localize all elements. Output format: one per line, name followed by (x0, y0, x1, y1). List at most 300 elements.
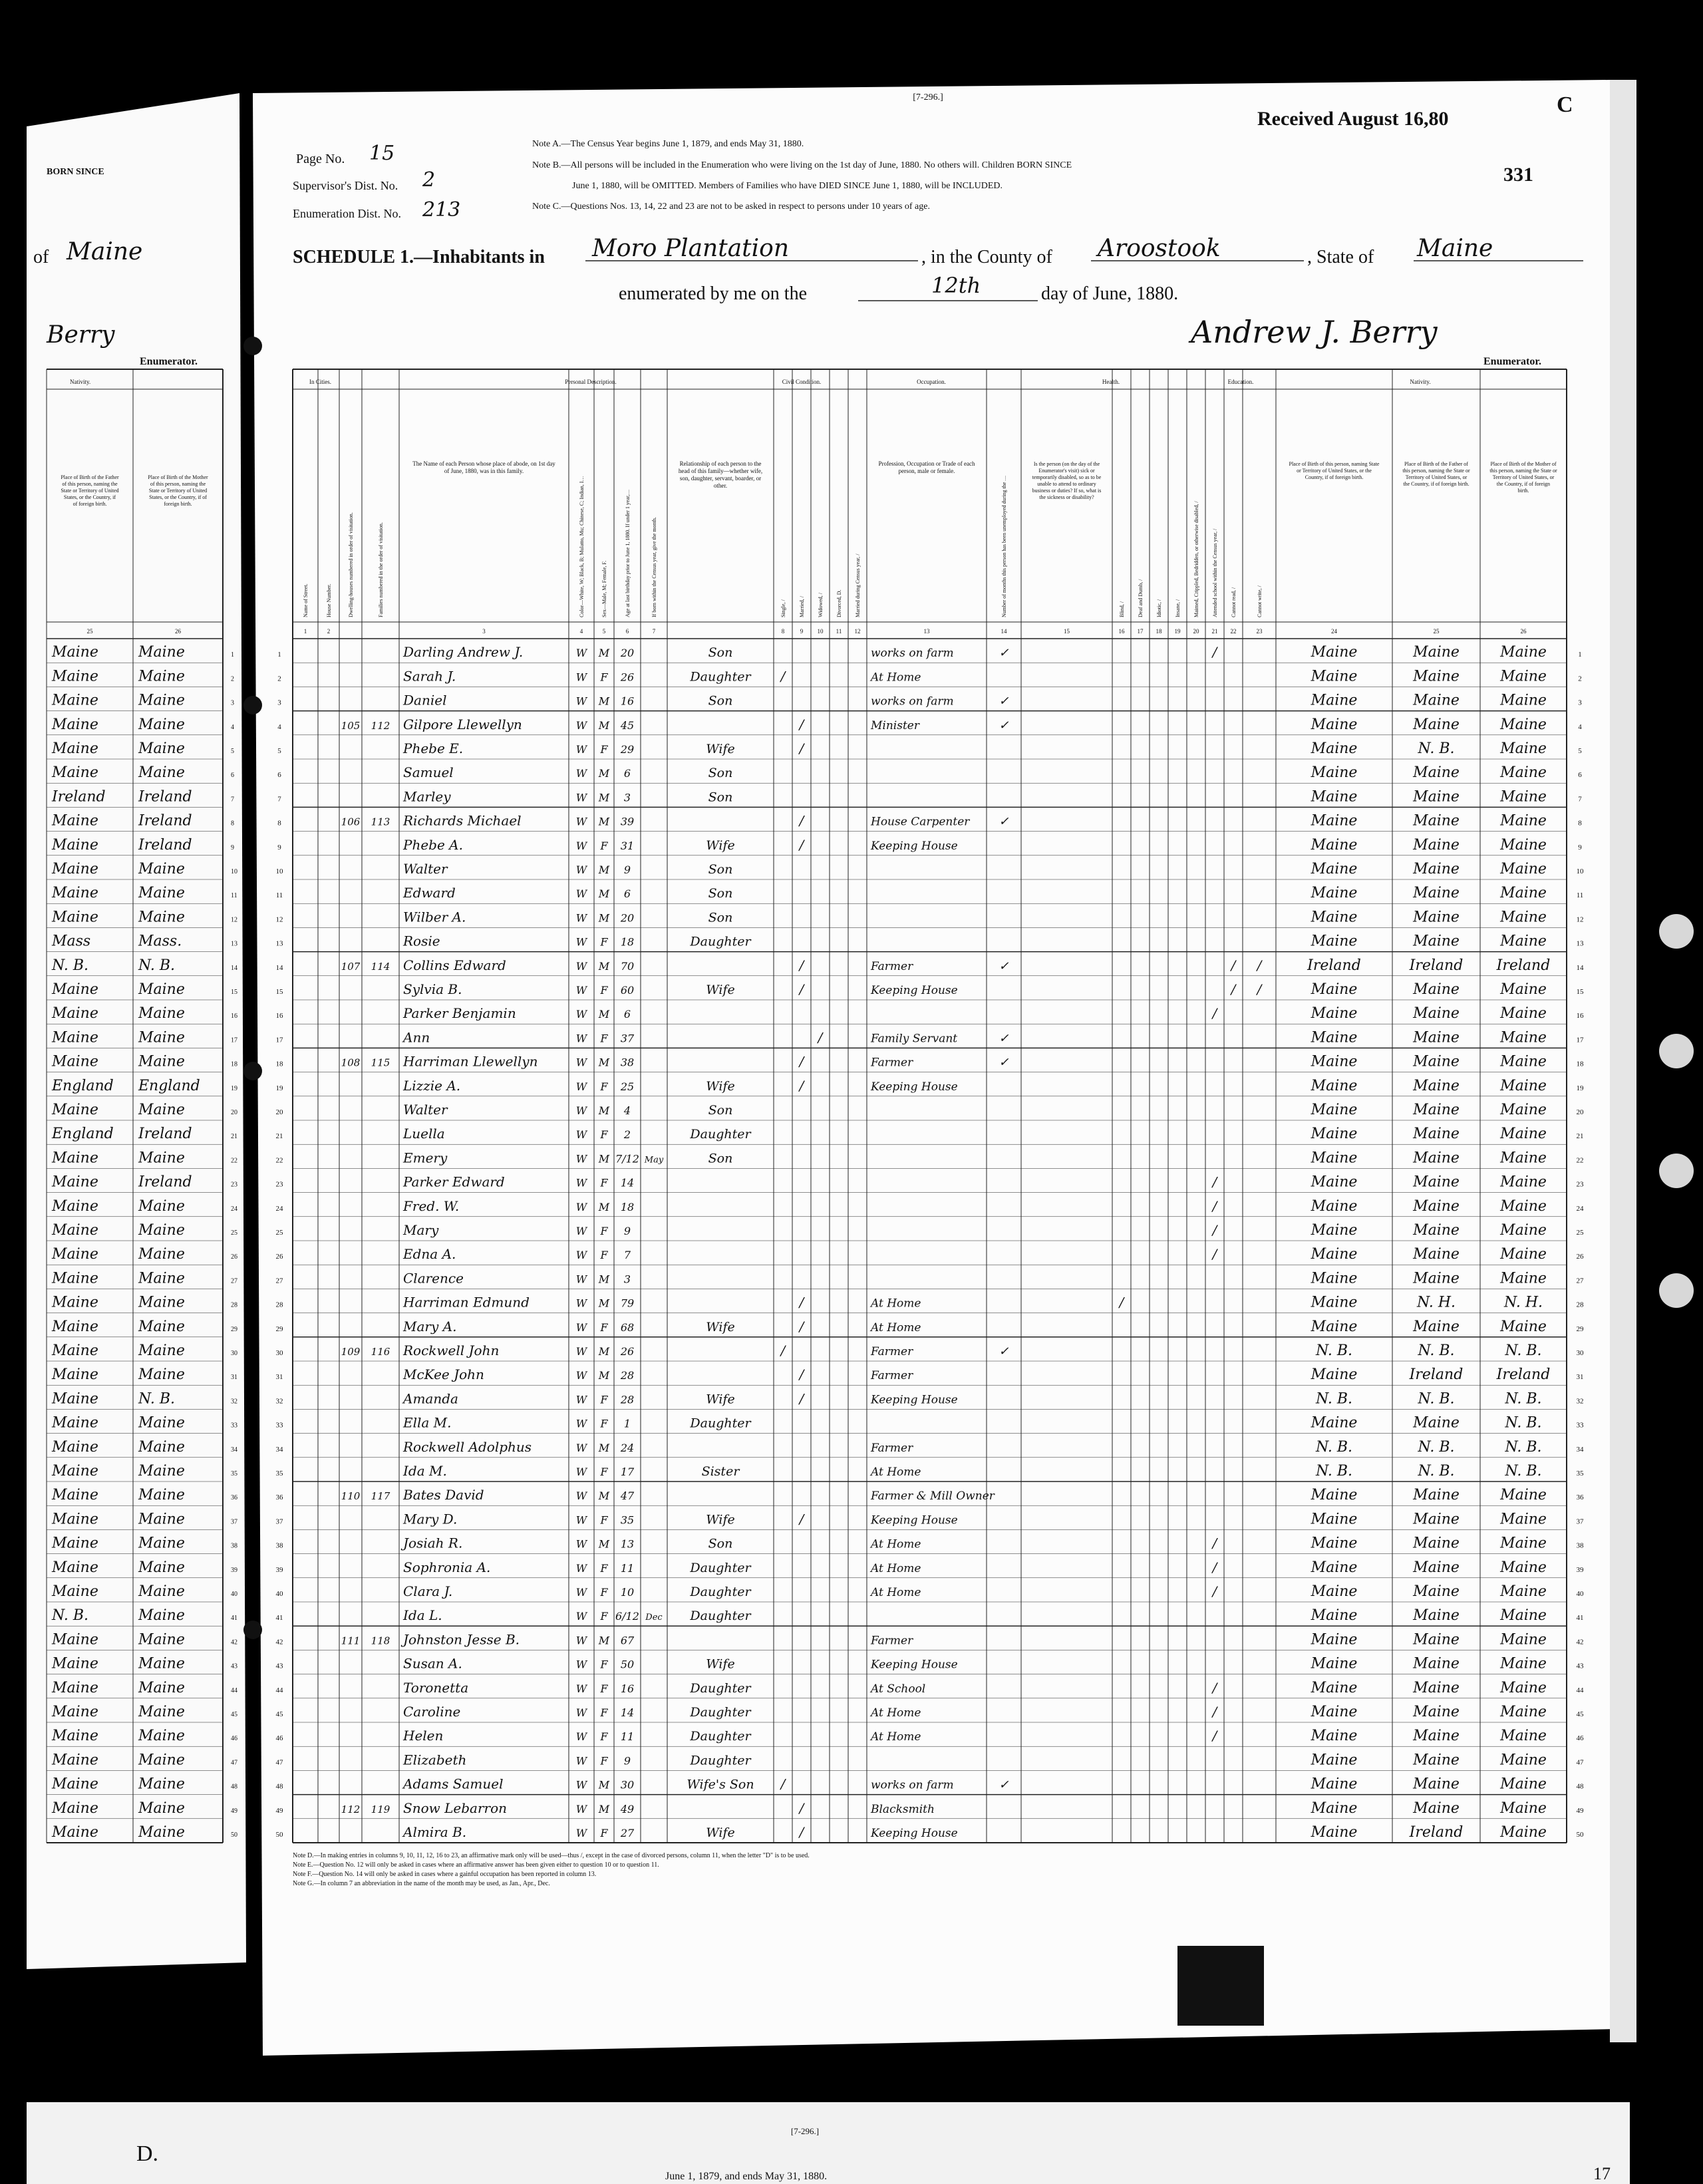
cell-occ: Keeping House (871, 1080, 958, 1094)
left-line-number: 28 (231, 1301, 237, 1309)
cell-mb: Maine (1500, 909, 1547, 926)
line-number: 15 (1576, 988, 1584, 996)
cell-co: W (575, 1297, 587, 1310)
left-line-number: 45 (231, 1711, 237, 1718)
cell-co: W (575, 935, 587, 949)
cell-ag: 79 (620, 1297, 635, 1310)
column-heading-co: Color—White, W; Black, B; Mulatto, Mu; Chinese, C; Indian, I… (579, 476, 585, 617)
cell-co: W (575, 1682, 587, 1695)
cell-bp: Maine (1311, 1799, 1358, 1817)
cell-name: Ann (403, 1029, 430, 1046)
cell-fb: Maine (1413, 1776, 1460, 1793)
left-cell-mother: Maine (138, 1559, 185, 1576)
cell-co: W (575, 1056, 587, 1069)
cell-co: W (575, 1827, 587, 1839)
line-number: 13 (275, 939, 283, 948)
column-heading-bl: Blind, / (1119, 601, 1125, 617)
line-number: 11 (275, 891, 283, 900)
cell-rd: / (1231, 957, 1236, 973)
cell-bp: Maine (1311, 933, 1358, 950)
cell-wr: / (1257, 957, 1262, 973)
ring-hole (1659, 1273, 1694, 1308)
line-number: 37 (1576, 1517, 1584, 1526)
cell-co: W (575, 1489, 587, 1503)
cell-mb: Maine (1500, 933, 1547, 950)
cell-sx: M (598, 1634, 610, 1647)
ring-hole (1659, 914, 1694, 949)
cell-co: W (575, 1176, 587, 1189)
line-number: 40 (1576, 1590, 1584, 1598)
note-b: Note B.—All persons will be included in the Enumeration who were living on the 1st day of June, 1880. No others will. Children BORN SINCE (532, 160, 1072, 170)
left-cell-father: Maine (52, 1824, 98, 1841)
cell-dw: 112 (341, 1803, 361, 1815)
cell-name: Mary (403, 1222, 439, 1238)
left-line-number: 2 (231, 675, 234, 683)
left-cell-father: Maine (52, 1583, 98, 1600)
cell-m: / (799, 740, 804, 756)
left-cell-mother: Maine (138, 1631, 185, 1648)
cell-sx: M (598, 1441, 610, 1454)
cell-bp: Maine (1311, 788, 1358, 806)
cell-sc: / (1212, 1246, 1217, 1263)
cell-fb: Maine (1413, 1679, 1460, 1696)
left-line-number: 27 (231, 1277, 237, 1285)
cell-co: W (575, 1754, 587, 1768)
line-number: 6 (277, 771, 281, 780)
corner-mark: C (1557, 92, 1573, 117)
line-number: 44 (1576, 1686, 1584, 1694)
cell-fb: Maine (1413, 1728, 1460, 1745)
cell-name: Harriman Edmund (403, 1294, 530, 1311)
cell-name: Richards Michael (403, 812, 522, 829)
cell-dw: 106 (341, 816, 361, 828)
left-cell-mother: Maine (138, 740, 185, 757)
cell-sc: / (1212, 1222, 1217, 1238)
cell-ag: 6 (623, 767, 631, 780)
cell-mb: Maine (1500, 1222, 1547, 1239)
cell-co: W (575, 1104, 587, 1117)
left-cell-mother: Maine (138, 716, 185, 733)
cell-mb: N. B. (1505, 1390, 1542, 1408)
left-cell-mother: Maine (138, 885, 185, 902)
left-cell-father: Maine (52, 1463, 98, 1480)
column-heading-sick: unable to attend to ordinary (1037, 481, 1096, 487)
column-heading-mb: this person, naming the State or (1489, 468, 1557, 474)
column-heading-s: Single, / (780, 599, 786, 617)
cell-bp: Maine (1311, 1005, 1358, 1022)
cell-sx: F (600, 1706, 608, 1719)
left-line-number: 13 (231, 940, 237, 948)
cell-name: Phebe A. (403, 836, 463, 853)
left-cell-mother: Ireland (138, 788, 192, 806)
cell-bp: Maine (1311, 1366, 1358, 1384)
column-number: 3 (482, 628, 486, 635)
cell-bp: Maine (1311, 1704, 1358, 1720)
cell-ag: 3 (623, 791, 631, 804)
cell-sx: F (600, 1128, 608, 1142)
line-number: 47 (1576, 1758, 1584, 1767)
cell-rel: Son (708, 645, 733, 661)
cell-ag: 6/12 (615, 1610, 639, 1623)
cell-ag: 14 (620, 1176, 635, 1189)
column-heading-in: Insane, / (1175, 599, 1181, 617)
line-number: 24 (275, 1204, 283, 1213)
left-cell-mother: Maine (138, 1414, 185, 1432)
cell-ag: 6 (623, 1008, 631, 1021)
cell-name: Harriman Llewellyn (403, 1053, 538, 1070)
line-number: 47 (275, 1758, 283, 1767)
line-number: 4 (277, 722, 281, 731)
cell-bp: Maine (1311, 1583, 1358, 1600)
line-number: 35 (275, 1470, 283, 1478)
page-edge-stack (1610, 80, 1636, 2042)
cell-ag: 47 (620, 1489, 635, 1503)
cell-rel: Son (708, 886, 733, 901)
line-number: 1 (1578, 651, 1582, 659)
cell-name: Luella (403, 1126, 445, 1142)
cell-name: Rockwell John (403, 1342, 500, 1358)
ring-hole (243, 337, 262, 355)
left-line-number: 26 (231, 1253, 237, 1261)
ink-blot (1177, 1946, 1264, 2026)
column-heading-bp: or Territory of United States, or the (1297, 468, 1372, 474)
cell-sx: M (598, 1152, 610, 1166)
left-cell-mother: Maine (138, 1222, 185, 1239)
cell-mb: Maine (1500, 1655, 1547, 1672)
supervisor-number: 2 (422, 168, 436, 192)
column-heading-bp: Place of Birth of this person, naming State (1289, 461, 1380, 467)
cell-fb: Maine (1413, 1102, 1460, 1118)
cell-mb: Maine (1500, 1318, 1547, 1335)
cell-rel: Sister (701, 1464, 740, 1479)
cell-bp: Maine (1311, 1535, 1358, 1552)
cell-un: ✓ (999, 1055, 1009, 1070)
note-a: Note A.—The Census Year begins June 1, 1879, and ends May 31, 1880. (532, 139, 804, 149)
cell-sx: M (598, 1104, 610, 1117)
cell-name: Marley (403, 788, 451, 805)
cell-un: ✓ (999, 959, 1009, 973)
left-cell-mother: Maine (138, 1535, 185, 1552)
line-number: 30 (275, 1349, 283, 1357)
cell-mb: Maine (1500, 1150, 1547, 1167)
left-cell-mother: Maine (138, 1655, 185, 1672)
left-cell-mother: Ireland (138, 1173, 192, 1191)
left-cell-mother: Maine (138, 1799, 185, 1817)
cell-rd: / (1231, 981, 1236, 997)
column-heading-mo: If born within the Census year, give the month. (651, 517, 657, 617)
cell-occ: Blacksmith (871, 1802, 935, 1816)
cell-name: Gilpore Llewellyn (403, 716, 522, 732)
left-column-heading: of this person, naming the (150, 481, 206, 487)
left-cell-mother: Maine (138, 861, 185, 877)
cell-sc: / (1212, 1005, 1217, 1022)
cell-rel: Daughter (690, 1729, 751, 1744)
cell-occ: Keeping House (871, 1827, 958, 1840)
cell-ag: 11 (620, 1730, 635, 1744)
cell-fb: Ireland (1409, 1366, 1464, 1384)
cell-mb: Maine (1500, 1607, 1547, 1625)
line-number: 2 (1578, 675, 1582, 683)
cell-sx: M (598, 1489, 610, 1503)
line-number: 43 (1576, 1662, 1584, 1670)
line-number: 45 (275, 1710, 283, 1718)
cell-rel: Daughter (690, 1560, 751, 1575)
left-line-number: 9 (231, 844, 234, 852)
cell-ag: 7 (623, 1249, 631, 1262)
cell-occ: Farmer (871, 1634, 913, 1648)
left-cell-father: Maine (52, 740, 98, 757)
left-column-heading: of foreign birth. (73, 501, 107, 507)
left-cell-father: Maine (52, 836, 98, 854)
cell-co: W (575, 839, 587, 852)
cell-bp: Maine (1311, 885, 1358, 902)
left-column-number: 25 (86, 628, 93, 635)
cell-rel: Son (708, 1151, 733, 1166)
cell-co: W (575, 1128, 587, 1142)
cell-fb: Maine (1413, 668, 1460, 685)
cell-occ: works on farm (871, 1778, 954, 1792)
cell-mb: Maine (1500, 1776, 1547, 1793)
line-number: 20 (275, 1108, 283, 1116)
cell-sc: / (1212, 1583, 1217, 1599)
cell-sx: M (598, 695, 610, 708)
cell-co: W (575, 1513, 587, 1527)
cell-sx: F (600, 1176, 608, 1189)
cell-fb: Maine (1413, 1607, 1460, 1625)
cell-sx: M (598, 1802, 610, 1815)
cell-co: W (575, 1802, 587, 1815)
cell-fb: Maine (1413, 1704, 1460, 1720)
line-number: 17 (275, 1036, 283, 1044)
cell-occ: works on farm (871, 695, 954, 708)
left-cell-father: Maine (52, 1438, 98, 1456)
line-number: 31 (275, 1373, 283, 1382)
line-number: 22 (275, 1156, 283, 1165)
cell-sx: F (600, 743, 608, 756)
cell-occ: Keeping House (871, 1513, 958, 1527)
cell-ag: 49 (620, 1802, 635, 1815)
left-cell-father: Maine (52, 1631, 98, 1648)
cell-mb: Maine (1500, 716, 1547, 733)
left-line-number: 32 (231, 1398, 237, 1406)
left-line-number: 44 (231, 1686, 237, 1694)
left-cell-mother: Maine (138, 668, 185, 685)
county-label: , in the County of (921, 247, 1052, 267)
line-number: 28 (1576, 1301, 1584, 1309)
cell-bp: Maine (1311, 1559, 1358, 1576)
left-cell-mother: Maine (138, 1679, 185, 1696)
cell-sx: F (600, 1080, 608, 1093)
cell-m: / (799, 957, 804, 973)
column-number: 18 (1156, 628, 1162, 635)
left-born-since: BORN SINCE (47, 167, 104, 177)
left-cell-mother: Maine (138, 1704, 185, 1720)
line-number: 6 (1578, 771, 1582, 780)
cell-name: Fred. W. (403, 1197, 460, 1214)
cell-ag: 37 (620, 1032, 635, 1045)
cell-fb: Maine (1413, 933, 1460, 950)
cell-fb: N. B. (1418, 740, 1455, 757)
cell-fb: Maine (1413, 788, 1460, 806)
cell-rel: Son (708, 1103, 733, 1118)
left-cell-mother: Maine (138, 1607, 185, 1625)
cell-ag: 17 (620, 1466, 635, 1478)
left-cell-father: Maine (52, 1197, 98, 1215)
cell-occ: At Home (871, 671, 921, 685)
left-cell-mother: Maine (138, 692, 185, 709)
cell-sx: M (598, 1369, 610, 1382)
cell-fa: 116 (371, 1346, 390, 1358)
enumerated-label: enumerated by me on the (619, 283, 808, 304)
cell-sx: M (598, 863, 610, 876)
cell-mb: N. H. (1503, 1294, 1543, 1311)
left-line-number: 4 (231, 723, 234, 731)
line-number: 32 (1576, 1397, 1584, 1406)
left-cell-mother: Maine (138, 1029, 185, 1046)
page-number: 15 (369, 142, 395, 165)
left-cell-father: Maine (52, 1414, 98, 1432)
cell-sx: M (598, 1273, 610, 1286)
cell-bp: Ireland (1307, 957, 1361, 974)
left-cell-father: Maine (52, 716, 98, 733)
sheet-number: 331 (1503, 164, 1533, 186)
left-cell-father: Maine (52, 1559, 98, 1576)
cell-bp: Maine (1311, 1053, 1358, 1070)
left-cell-mother: Maine (138, 909, 185, 926)
cell-mb: Maine (1500, 1246, 1547, 1263)
left-cell-mother: Maine (138, 1197, 185, 1215)
left-line-number: 17 (231, 1036, 237, 1044)
cell-name: Phebe E. (403, 740, 464, 756)
cell-bp: Maine (1311, 1222, 1358, 1239)
line-number: 41 (275, 1614, 283, 1623)
left-column-number: 26 (175, 628, 181, 635)
line-number: 48 (1576, 1782, 1584, 1791)
cell-name: Almira B. (403, 1824, 467, 1840)
cell-ag: 35 (620, 1513, 635, 1527)
cell-name: Rosie (403, 933, 440, 949)
left-cell-mother: Maine (138, 1776, 185, 1793)
cell-name: Parker Benjamin (403, 1005, 516, 1022)
cell-fb: Maine (1413, 836, 1460, 854)
cell-ag: 27 (620, 1827, 635, 1839)
cell-sx: F (600, 1513, 608, 1527)
cell-co: W (575, 1466, 587, 1478)
cell-name: Mary D. (403, 1511, 458, 1527)
cell-dw: 105 (341, 719, 361, 732)
cell-mb: N. B. (1505, 1463, 1542, 1480)
nativity-heading: Nativity. (1410, 379, 1431, 385)
state-label: , State of (1307, 247, 1374, 267)
next-page-corner: 17 (1593, 2164, 1611, 2183)
column-number: 16 (1118, 628, 1125, 635)
cell-sc: / (1212, 644, 1217, 661)
column-heading-occ: person, male or female. (898, 468, 955, 474)
column-number: 25 (1433, 628, 1440, 635)
cell-bp: Maine (1311, 1294, 1358, 1311)
column-number: 9 (800, 628, 804, 635)
cell-fb: Maine (1413, 1246, 1460, 1263)
cell-bp: Maine (1311, 909, 1358, 926)
cell-m: / (799, 1390, 804, 1407)
cell-mb: N. B. (1505, 1414, 1542, 1432)
line-number: 29 (1576, 1325, 1584, 1333)
cell-sx: F (600, 1561, 608, 1575)
left-cell-mother: Maine (138, 1487, 185, 1504)
line-number: 4 (1578, 722, 1582, 731)
left-line-number: 34 (231, 1446, 237, 1454)
cell-occ: Family Servant (871, 1032, 958, 1046)
left-cell-mother: Mass. (138, 933, 182, 950)
column-number: 4 (579, 628, 583, 635)
cell-occ: Keeping House (871, 1393, 958, 1407)
left-cell-mother: N. B. (138, 957, 175, 974)
cell-name: Emery (403, 1150, 448, 1166)
left-cell-mother: Maine (138, 1270, 185, 1287)
cell-sx: F (600, 1225, 608, 1237)
cell-name: Walter (403, 861, 448, 877)
cell-sx: M (598, 959, 610, 973)
line-number: 46 (275, 1734, 283, 1743)
cell-ag: 7/12 (615, 1152, 639, 1166)
left-cell-father: N. B. (52, 1607, 88, 1625)
cell-rel: Wife (706, 1512, 735, 1527)
left-column-heading: States, or the Country, if of (149, 494, 207, 500)
cell-fb: Maine (1413, 1077, 1460, 1094)
column-heading-id: Idiotic, / (1156, 599, 1162, 617)
cell-m: / (799, 1294, 804, 1311)
line-number: 33 (275, 1421, 283, 1430)
cell-mb: Maine (1500, 981, 1547, 998)
left-cell-mother: Maine (138, 1583, 185, 1600)
line-number: 28 (275, 1301, 283, 1309)
cell-sx: M (598, 1008, 610, 1021)
cell-fb: Maine (1413, 861, 1460, 877)
ring-hole (1659, 1034, 1694, 1068)
cell-co: W (575, 1032, 587, 1045)
cell-fb: Maine (1413, 1631, 1460, 1648)
cell-mb: Maine (1500, 812, 1547, 830)
in-cities-heading: In Cities. (309, 379, 331, 385)
cell-sx: F (600, 1466, 608, 1478)
column-heading-mb: birth. (1517, 488, 1529, 494)
left-cell-mother: Maine (138, 1318, 185, 1335)
column-heading-c12: Married during Census year, / (855, 553, 861, 617)
cell-fb: Maine (1413, 1126, 1460, 1143)
cell-un: ✓ (999, 646, 1009, 661)
line-number: 15 (275, 988, 283, 996)
left-cell-mother: Maine (138, 1053, 185, 1070)
cell-sc: / (1212, 1197, 1217, 1214)
column-heading-name: The Name of each Person whose place of abode, on 1st day (412, 460, 555, 467)
cell-name: Johnston Jesse B. (403, 1631, 520, 1648)
cell-rel: Daughter (690, 1127, 751, 1142)
left-cell-father: Maine (52, 1173, 98, 1191)
column-heading-wr: Cannot write, / (1257, 585, 1263, 617)
health-heading: Health. (1102, 379, 1120, 385)
cell-ag: 9 (623, 1754, 631, 1768)
line-number: 16 (275, 1012, 283, 1020)
cell-bp: Maine (1311, 764, 1358, 782)
cell-bp: Maine (1311, 1414, 1358, 1432)
cell-m: / (799, 1053, 804, 1070)
left-state: Maine (67, 238, 143, 265)
cell-sx: M (598, 887, 610, 901)
cell-m: / (799, 836, 804, 853)
cell-sx: F (600, 1393, 608, 1406)
column-heading-sick: business or duties? If so, what is (1032, 488, 1102, 494)
column-heading-sick: the sickness or disability? (1039, 494, 1094, 500)
